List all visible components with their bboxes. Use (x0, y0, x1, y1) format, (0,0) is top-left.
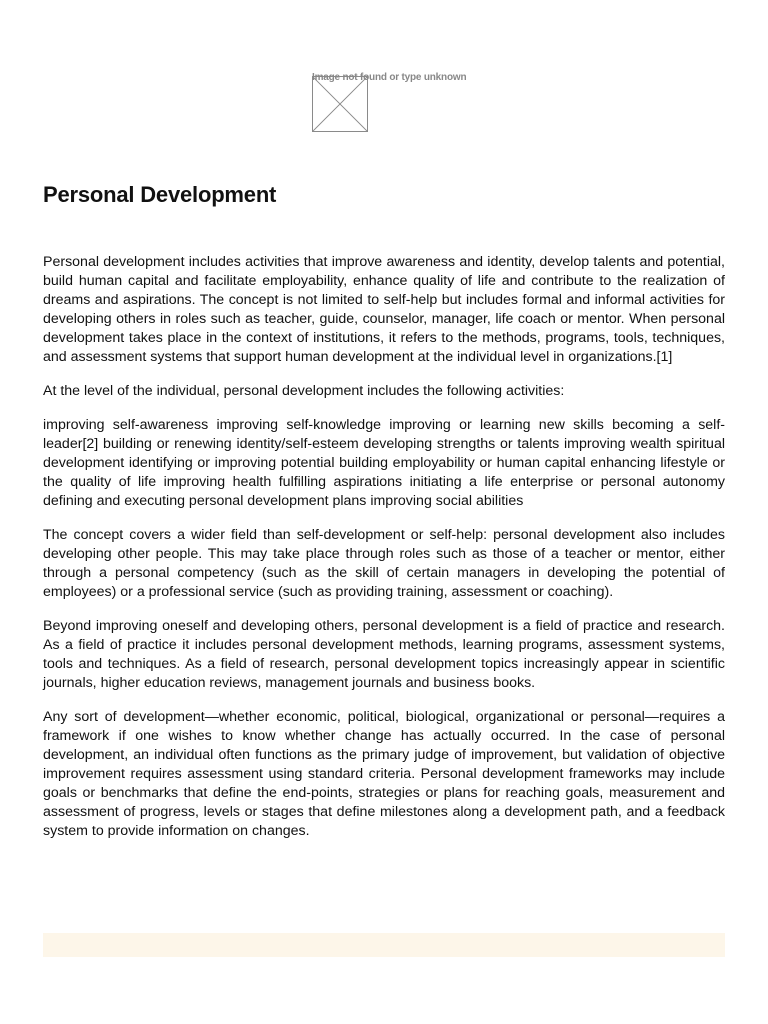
broken-image-placeholder (312, 76, 368, 132)
paragraph-intro: Personal development includes activities that improve awareness and identity, develop talents and potential, build human capital and facilitate employability, enhance quality of life and contribute to the realization of dreams and aspirations. The concept is not limited to self-help but includes formal and informal activities for developing others in roles such as teacher, guide, counselor, manager, life coach or mentor. When personal development takes place in the context of institutions, it refers to the methods, programs, tools, techniques, and assessment systems that support human development at the individual level in organizations.[1] (43, 254, 725, 365)
paragraph-activities-list: improving self-awareness improving self-knowledge improving or learning new skills becoming a self-leader[2] building or renewing identity/self-esteem developing strengths or talents improving wealth spiritual development identifying or improving potential building employability or human capital enhancing lifestyle or the quality of life improving health fulfilling aspirations initiating a life enterprise or personal autonomy defining and executing personal development plans improving social abilities (43, 417, 725, 509)
paragraph-individual-level: At the level of the individual, personal development includes the following activities: (43, 383, 565, 399)
broken-image-alt-text: Image not found or type unknown (312, 72, 467, 83)
page-title: Personal Development (43, 182, 277, 207)
paragraph-concept-scope: The concept covers a wider field than self-development or self-help: personal development also includes developing other people. This may take place through roles such as those of a teacher or mentor, either through a personal competency (such as the skill of certain managers in developing the potential of employees) or a professional service (such as providing training, assessment or coaching). (43, 527, 725, 600)
document-body (43, 253, 725, 856)
broken-image-icon (313, 77, 367, 131)
paragraph-field-of-practice: Beyond improving oneself and developing others, personal development is a field of practice and research. As a field of practice it includes personal development methods, learning programs, assessment systems, tools and techniques. As a field of research, personal development topics increasingly appear in scientific journals, higher education reviews, management journals and business books. (43, 618, 725, 691)
footer-highlight-band (43, 933, 725, 957)
paragraph-framework: Any sort of development—whether economic, political, biological, organizational or personal—requires a framework if one wishes to know whether change has actually occurred. In the case of personal development, an individual often functions as the primary judge of improvement, but validation of objective improvement requires assessment using standard criteria. Personal development frameworks may include goals or benchmarks that define the end-points, strategies or plans for reaching goals, measurement and assessment of progress, levels or stages that define milestones along a development path, and a feedback system to provide information on changes. (43, 709, 725, 839)
